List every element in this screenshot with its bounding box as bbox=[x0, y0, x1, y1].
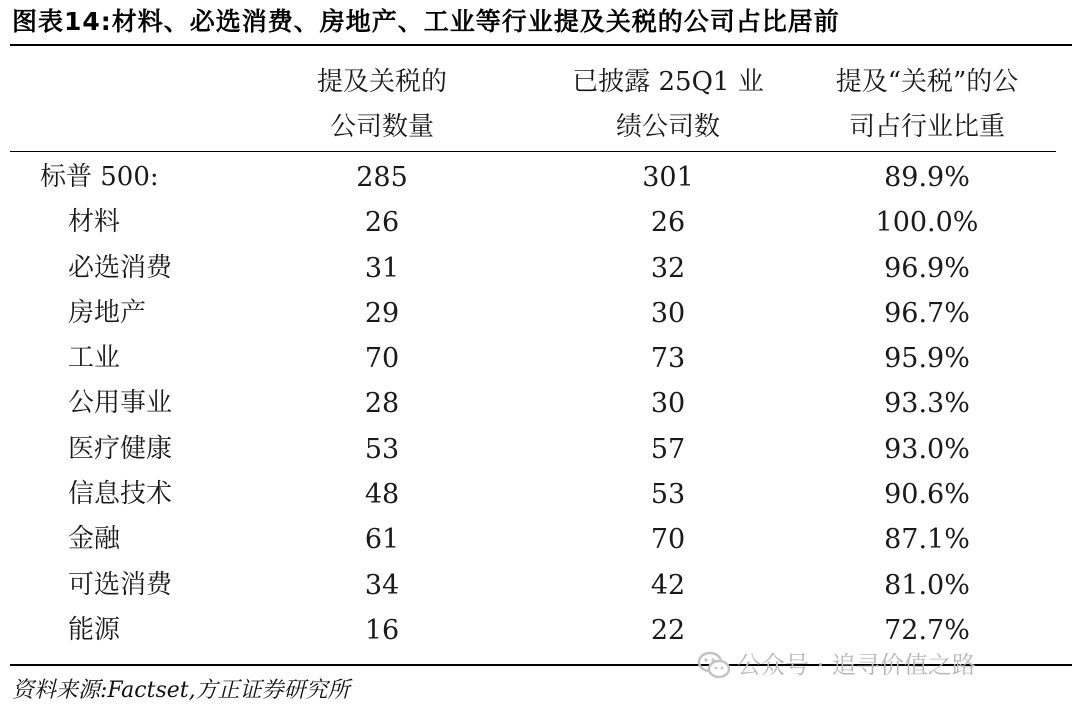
cell-mentioned-count: 26 bbox=[364, 207, 400, 239]
cell-disclosed-count: 42 bbox=[650, 569, 686, 601]
wechat-icon bbox=[697, 650, 731, 680]
cell-disclosed-count: 57 bbox=[650, 433, 686, 465]
row-name: 标普 500: bbox=[40, 162, 159, 192]
cell-share: 100.0% bbox=[875, 207, 979, 239]
cell-disclosed-count: 73 bbox=[650, 343, 686, 375]
cell-disclosed-count: 22 bbox=[650, 614, 686, 646]
cell-mentioned-count: 70 bbox=[364, 343, 400, 375]
cell-mentioned-count: 53 bbox=[364, 433, 400, 465]
cell-share: 95.9% bbox=[884, 343, 970, 375]
cell-mentioned-count: 34 bbox=[364, 569, 400, 601]
row-name: 可选消费 bbox=[68, 569, 173, 600]
cell-share: 89.9% bbox=[884, 162, 970, 193]
cell-disclosed-count: 32 bbox=[650, 252, 686, 284]
table-row bbox=[0, 200, 1080, 245]
row-name: 材料 bbox=[68, 207, 121, 238]
header-share bbox=[802, 60, 1052, 150]
cell-mentioned-count: 285 bbox=[356, 162, 408, 193]
row-name: 必选消费 bbox=[68, 252, 173, 283]
cell-share: 72.7% bbox=[884, 614, 970, 646]
header-share-line2: 司占行业比重 bbox=[848, 112, 1005, 142]
cell-share: 87.1% bbox=[884, 524, 970, 556]
table-row bbox=[0, 381, 1080, 426]
cell-disclosed-count: 301 bbox=[642, 162, 694, 193]
header-mentioned-count-line2: 公司数量 bbox=[329, 112, 434, 142]
cell-mentioned-count: 28 bbox=[364, 388, 400, 420]
source-note: 资料来源:Factset,方正证券研究所 bbox=[12, 678, 350, 703]
cell-share: 93.0% bbox=[884, 433, 970, 465]
header-disclosed-count-line2: 绩公司数 bbox=[615, 112, 720, 142]
header-mentioned-count-line1: 提及关税的 bbox=[316, 67, 447, 97]
header-share-line1: 提及“关税”的公 bbox=[835, 67, 1019, 97]
header-disclosed-count bbox=[548, 60, 788, 150]
row-name: 公用事业 bbox=[68, 388, 173, 419]
row-name: 金融 bbox=[68, 524, 121, 555]
top-rule bbox=[10, 44, 1072, 46]
cell-share: 96.9% bbox=[884, 252, 970, 284]
table-row bbox=[0, 291, 1080, 336]
table-body bbox=[0, 155, 1080, 653]
figure-title: 图表14:材料、必选消费、房地产、工业等行业提及关税的公司占比居前 bbox=[12, 7, 840, 36]
cell-share: 81.0% bbox=[884, 569, 970, 601]
cell-mentioned-count: 31 bbox=[364, 252, 400, 284]
table-row bbox=[0, 427, 1080, 472]
cell-disclosed-count: 30 bbox=[650, 388, 686, 420]
row-name: 信息技术 bbox=[68, 479, 173, 510]
table-row bbox=[0, 608, 1080, 653]
table-row bbox=[0, 517, 1080, 562]
table-row bbox=[0, 336, 1080, 381]
cell-share: 96.7% bbox=[884, 297, 970, 329]
row-name: 能源 bbox=[68, 614, 121, 645]
table-row bbox=[0, 246, 1080, 291]
watermark bbox=[697, 648, 976, 682]
row-name: 医疗健康 bbox=[68, 433, 173, 464]
header-rule bbox=[10, 151, 1056, 152]
cell-mentioned-count: 16 bbox=[364, 614, 400, 646]
row-name: 工业 bbox=[68, 343, 121, 374]
cell-disclosed-count: 53 bbox=[650, 479, 686, 511]
cell-disclosed-count: 26 bbox=[650, 207, 686, 239]
header-disclosed-count-line1: 已披露 25Q1 业 bbox=[572, 67, 764, 97]
table-row bbox=[0, 472, 1080, 517]
cell-disclosed-count: 70 bbox=[650, 524, 686, 556]
cell-disclosed-count: 30 bbox=[650, 297, 686, 329]
cell-mentioned-count: 29 bbox=[364, 297, 400, 329]
cell-share: 93.3% bbox=[884, 388, 970, 420]
cell-share: 90.6% bbox=[884, 479, 970, 511]
table-row bbox=[0, 563, 1080, 608]
header-mentioned-count bbox=[282, 60, 482, 150]
watermark-text: 公众号 · 追寻价值之路 bbox=[737, 651, 976, 679]
table-row bbox=[0, 155, 1080, 200]
cell-mentioned-count: 61 bbox=[364, 524, 400, 556]
cell-mentioned-count: 48 bbox=[364, 479, 400, 511]
row-name: 房地产 bbox=[68, 297, 147, 328]
